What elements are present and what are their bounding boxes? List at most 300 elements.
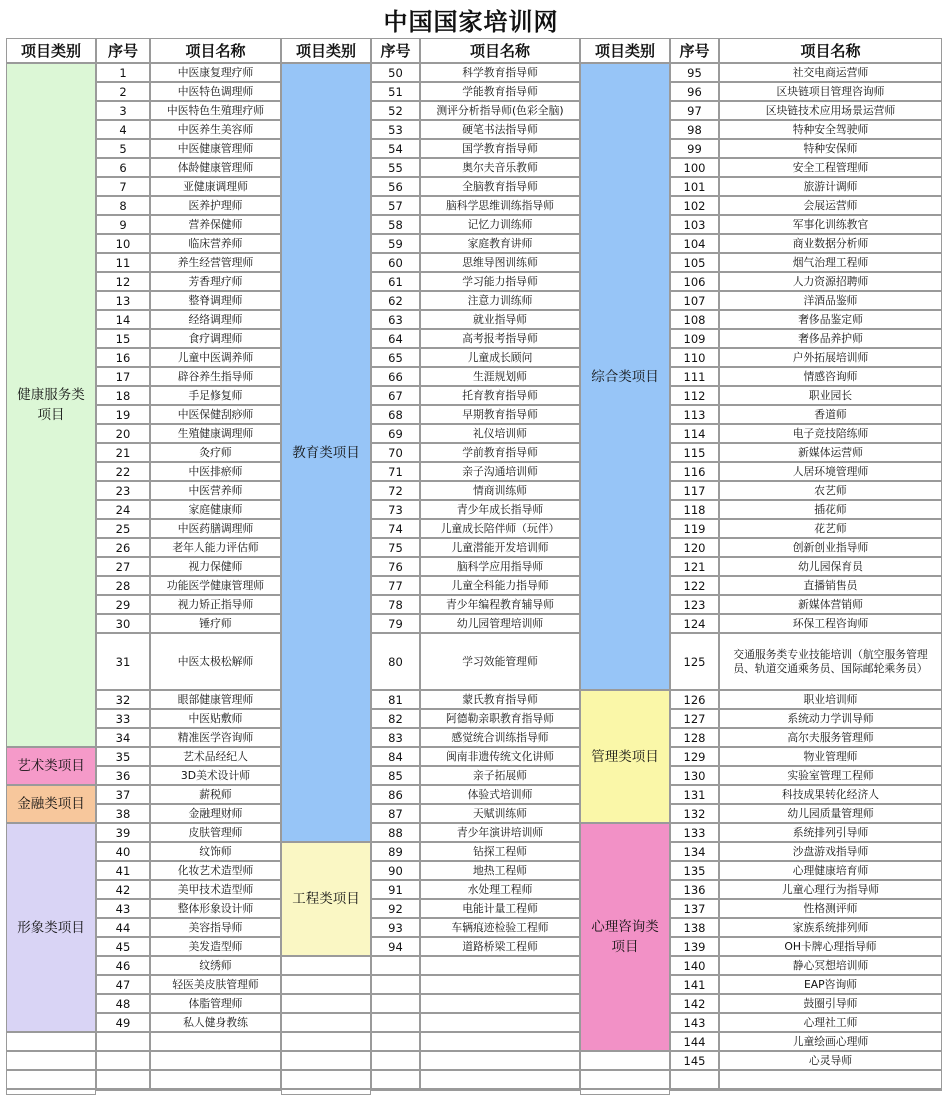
item-name: 美甲技术造型师	[150, 880, 281, 899]
item-name: 托育教育指导师	[420, 386, 580, 405]
item-number: 53	[371, 120, 420, 139]
item-number: 29	[96, 595, 150, 614]
item-name: 中医养生美容师	[150, 120, 281, 139]
item-number: 75	[371, 538, 420, 557]
item-name: 国学教育指导师	[420, 139, 580, 158]
item-name: 静心冥想培训师	[719, 956, 942, 975]
item-name: 儿童成长陪伴师（玩伴）	[420, 519, 580, 538]
item-number: 14	[96, 310, 150, 329]
item-name: 军事化训练教官	[719, 215, 942, 234]
item-name: 体脂管理师	[150, 994, 281, 1013]
item-number: 4	[96, 120, 150, 139]
item-number: 40	[96, 842, 150, 861]
category-empty	[281, 1013, 371, 1032]
item-number: 129	[670, 747, 719, 766]
item-name: 职业园长	[719, 386, 942, 405]
item-number: 79	[371, 614, 420, 633]
header-name: 项目名称	[719, 38, 942, 63]
item-name: 系统动力学训导师	[719, 709, 942, 728]
item-number: 24	[96, 500, 150, 519]
item-name: 幼儿园保育员	[719, 557, 942, 576]
item-number: 52	[371, 101, 420, 120]
item-name: 感觉统合训练指导师	[420, 728, 580, 747]
item-number: 25	[96, 519, 150, 538]
item-name: 养生经营管理师	[150, 253, 281, 272]
header-number: 序号	[371, 38, 420, 63]
item-number: 36	[96, 766, 150, 785]
item-name: 香道师	[719, 405, 942, 424]
item-number: 127	[670, 709, 719, 728]
item-number	[670, 1070, 719, 1089]
item-number: 114	[670, 424, 719, 443]
item-number	[371, 956, 420, 975]
item-number: 34	[96, 728, 150, 747]
item-name: 中医健康管理师	[150, 139, 281, 158]
item-number: 48	[96, 994, 150, 1013]
item-name: 纹绣师	[150, 956, 281, 975]
item-number: 83	[371, 728, 420, 747]
item-number: 56	[371, 177, 420, 196]
item-name: 中医特色生殖理疗师	[150, 101, 281, 120]
item-number: 5	[96, 139, 150, 158]
item-name: 生涯规划师	[420, 367, 580, 386]
item-number: 102	[670, 196, 719, 215]
item-name: 人居环境管理师	[719, 462, 942, 481]
item-number: 76	[371, 557, 420, 576]
item-name: 旅游计调师	[719, 177, 942, 196]
item-number: 119	[670, 519, 719, 538]
item-name: 轻医美皮肤管理师	[150, 975, 281, 994]
item-name: 儿童中医调养师	[150, 348, 281, 367]
item-number: 28	[96, 576, 150, 595]
item-name: 青少年编程教育辅导师	[420, 595, 580, 614]
item-number: 55	[371, 158, 420, 177]
item-name: 学前教育指导师	[420, 443, 580, 462]
item-number: 124	[670, 614, 719, 633]
item-number: 19	[96, 405, 150, 424]
item-number: 64	[371, 329, 420, 348]
item-number: 113	[670, 405, 719, 424]
item-number: 105	[670, 253, 719, 272]
item-name: 生殖健康调理师	[150, 424, 281, 443]
header-category: 项目类别	[6, 38, 96, 63]
item-number: 121	[670, 557, 719, 576]
item-number: 38	[96, 804, 150, 823]
item-name: 鼓圈引导师	[719, 994, 942, 1013]
item-number: 57	[371, 196, 420, 215]
item-number: 74	[371, 519, 420, 538]
item-name: 功能医学健康管理师	[150, 576, 281, 595]
item-number: 96	[670, 82, 719, 101]
item-number: 7	[96, 177, 150, 196]
item-number: 67	[371, 386, 420, 405]
item-number: 80	[371, 633, 420, 690]
item-name: 3D美术设计师	[150, 766, 281, 785]
item-number: 2	[96, 82, 150, 101]
item-name: 洋酒品鉴师	[719, 291, 942, 310]
item-name: 老年人能力评估师	[150, 538, 281, 557]
item-number: 101	[670, 177, 719, 196]
item-number: 125	[670, 633, 719, 690]
item-number: 17	[96, 367, 150, 386]
item-name: 体龄健康管理师	[150, 158, 281, 177]
item-number: 91	[371, 880, 420, 899]
item-number: 3	[96, 101, 150, 120]
item-number: 134	[670, 842, 719, 861]
item-name: 中医太极松解师	[150, 633, 281, 690]
item-number	[96, 1070, 150, 1089]
item-name: 实验室管理工程师	[719, 766, 942, 785]
item-number: 136	[670, 880, 719, 899]
item-name: 交通服务类专业技能培训（航空服务管理员、轨道交通乘务员、国际邮轮乘务员）	[719, 633, 942, 690]
item-number: 26	[96, 538, 150, 557]
item-name: 社交电商运营师	[719, 63, 942, 82]
item-name: 特种安保师	[719, 139, 942, 158]
item-number: 130	[670, 766, 719, 785]
item-number	[96, 1051, 150, 1070]
item-name: 幼儿园管理培训师	[420, 614, 580, 633]
item-number: 39	[96, 823, 150, 842]
item-name: 中医特色调理师	[150, 82, 281, 101]
item-name: 脑科学思维训练指导师	[420, 196, 580, 215]
item-number: 120	[670, 538, 719, 557]
item-name: 测评分析指导师(色彩全脑)	[420, 101, 580, 120]
item-name: 户外拓展培训师	[719, 348, 942, 367]
category-empty	[6, 1070, 96, 1089]
item-name: 创新创业指导师	[719, 538, 942, 557]
item-number	[371, 1013, 420, 1032]
item-name: 蒙氏教育指导师	[420, 690, 580, 709]
item-name: 中医排瘀师	[150, 462, 281, 481]
item-name: 车辆痕迹检验工程师	[420, 918, 580, 937]
item-name: 中医营养师	[150, 481, 281, 500]
item-number: 54	[371, 139, 420, 158]
item-number: 41	[96, 861, 150, 880]
item-name: 情商训练师	[420, 481, 580, 500]
item-name: 视力保健师	[150, 557, 281, 576]
item-number: 18	[96, 386, 150, 405]
item-number: 99	[670, 139, 719, 158]
item-number: 20	[96, 424, 150, 443]
item-number: 98	[670, 120, 719, 139]
item-name: 区块链项目管理咨询师	[719, 82, 942, 101]
item-number: 9	[96, 215, 150, 234]
item-name: 经络调理师	[150, 310, 281, 329]
item-name: 精准医学咨询师	[150, 728, 281, 747]
item-name: 环保工程咨询师	[719, 614, 942, 633]
item-name	[420, 975, 580, 994]
item-name: 私人健身教练	[150, 1013, 281, 1032]
item-name: 职业培训师	[719, 690, 942, 709]
item-number: 135	[670, 861, 719, 880]
item-number: 88	[371, 823, 420, 842]
item-number: 15	[96, 329, 150, 348]
item-name: 人力资源招聘师	[719, 272, 942, 291]
item-number: 111	[670, 367, 719, 386]
item-number	[371, 1070, 420, 1089]
item-name: 直播销售员	[719, 576, 942, 595]
item-name: 道路桥梁工程师	[420, 937, 580, 956]
item-number: 31	[96, 633, 150, 690]
item-name: 手足修复师	[150, 386, 281, 405]
item-name: 艺术品经纪人	[150, 747, 281, 766]
item-name: 系统排列引导师	[719, 823, 942, 842]
item-name: 眼部健康管理师	[150, 690, 281, 709]
item-number	[96, 1032, 150, 1051]
item-number: 93	[371, 918, 420, 937]
item-number: 90	[371, 861, 420, 880]
item-name: 家庭教育讲师	[420, 234, 580, 253]
item-name: 奥尔夫音乐教师	[420, 158, 580, 177]
item-number: 21	[96, 443, 150, 462]
item-number	[371, 994, 420, 1013]
item-name: 烟气治理工程师	[719, 253, 942, 272]
item-number: 12	[96, 272, 150, 291]
item-name: 中医康复理疗师	[150, 63, 281, 82]
item-name: 天赋训练师	[420, 804, 580, 823]
category-engineering: 工程类项目	[281, 842, 371, 956]
item-number: 61	[371, 272, 420, 291]
item-number: 22	[96, 462, 150, 481]
category-empty	[281, 1070, 371, 1089]
item-number: 110	[670, 348, 719, 367]
item-number: 59	[371, 234, 420, 253]
item-name: 特种安全驾驶师	[719, 120, 942, 139]
item-name: 闽南非遗传统文化讲师	[420, 747, 580, 766]
item-number: 89	[371, 842, 420, 861]
item-number: 142	[670, 994, 719, 1013]
item-number: 131	[670, 785, 719, 804]
item-name: 美容指导师	[150, 918, 281, 937]
training-table	[6, 38, 942, 1091]
item-number: 46	[96, 956, 150, 975]
item-name: 儿童绘画心理师	[719, 1032, 942, 1051]
item-number	[371, 1051, 420, 1070]
item-number	[371, 975, 420, 994]
category-health: 健康服务类项目	[6, 63, 96, 747]
item-name: 芳香理疗师	[150, 272, 281, 291]
item-name: 学能教育指导师	[420, 82, 580, 101]
category-empty	[281, 1032, 371, 1051]
header-number: 序号	[96, 38, 150, 63]
item-name: 视力矫正指导师	[150, 595, 281, 614]
item-number: 122	[670, 576, 719, 595]
item-name: 家庭健康师	[150, 500, 281, 519]
item-name	[719, 1070, 942, 1089]
item-name: 儿童心理行为指导师	[719, 880, 942, 899]
item-name: 亲子沟通培训师	[420, 462, 580, 481]
category-management: 管理类项目	[580, 690, 670, 823]
item-number: 141	[670, 975, 719, 994]
item-number: 71	[371, 462, 420, 481]
item-name	[420, 1051, 580, 1070]
item-number: 30	[96, 614, 150, 633]
item-name: 电能计量工程师	[420, 899, 580, 918]
item-number: 68	[371, 405, 420, 424]
category-empty	[580, 1070, 670, 1089]
item-name: 营养保健师	[150, 215, 281, 234]
item-name: 体验式培训师	[420, 785, 580, 804]
item-name: 亲子拓展师	[420, 766, 580, 785]
item-name	[420, 956, 580, 975]
item-number: 6	[96, 158, 150, 177]
item-number: 44	[96, 918, 150, 937]
item-number: 92	[371, 899, 420, 918]
item-number: 94	[371, 937, 420, 956]
item-name: 礼仪培训师	[420, 424, 580, 443]
item-number: 70	[371, 443, 420, 462]
item-name: 锤疗师	[150, 614, 281, 633]
item-name: 科技成果转化经济人	[719, 785, 942, 804]
item-name: 水处理工程师	[420, 880, 580, 899]
item-name: 脑科学应用指导师	[420, 557, 580, 576]
item-name: 钻探工程师	[420, 842, 580, 861]
item-name: 薪税师	[150, 785, 281, 804]
item-name: 化妆艺术造型师	[150, 861, 281, 880]
item-number: 62	[371, 291, 420, 310]
item-number: 33	[96, 709, 150, 728]
item-name: 花艺师	[719, 519, 942, 538]
item-number: 103	[670, 215, 719, 234]
item-number: 145	[670, 1051, 719, 1070]
item-name: 美发造型师	[150, 937, 281, 956]
item-name: 安全工程管理师	[719, 158, 942, 177]
item-name: 儿童成长顾问	[420, 348, 580, 367]
item-name: 儿童全科能力指导师	[420, 576, 580, 595]
item-name: 中医药膳调理师	[150, 519, 281, 538]
item-name: 灸疗师	[150, 443, 281, 462]
item-name	[150, 1051, 281, 1070]
category-empty	[580, 1051, 670, 1070]
item-name: 幼儿园质量管理师	[719, 804, 942, 823]
item-name: 农艺师	[719, 481, 942, 500]
item-name	[420, 1013, 580, 1032]
item-number: 72	[371, 481, 420, 500]
item-number: 112	[670, 386, 719, 405]
item-name: 亚健康调理师	[150, 177, 281, 196]
item-name: 青少年演讲培训师	[420, 823, 580, 842]
item-name: 学习效能管理师	[420, 633, 580, 690]
item-number: 128	[670, 728, 719, 747]
category-finance: 金融类项目	[6, 785, 96, 823]
item-name: 思维导图训练师	[420, 253, 580, 272]
item-name: 皮肤管理师	[150, 823, 281, 842]
item-number: 116	[670, 462, 719, 481]
category-empty	[6, 1089, 96, 1095]
item-number: 84	[371, 747, 420, 766]
item-number: 97	[670, 101, 719, 120]
item-name: 科学教育指导师	[420, 63, 580, 82]
item-name: 就业指导师	[420, 310, 580, 329]
header-name: 项目名称	[150, 38, 281, 63]
item-name: OH卡牌心理指导师	[719, 937, 942, 956]
item-number: 69	[371, 424, 420, 443]
item-name: 辟谷养生指导师	[150, 367, 281, 386]
item-number: 16	[96, 348, 150, 367]
item-name: 阿德勒亲职教育指导师	[420, 709, 580, 728]
item-name: 家族系统排列师	[719, 918, 942, 937]
item-number: 143	[670, 1013, 719, 1032]
item-number: 42	[96, 880, 150, 899]
item-number: 104	[670, 234, 719, 253]
item-number: 133	[670, 823, 719, 842]
item-number: 86	[371, 785, 420, 804]
item-number: 50	[371, 63, 420, 82]
item-name: 注意力训练师	[420, 291, 580, 310]
item-name: 整脊调理师	[150, 291, 281, 310]
item-name: 医养护理师	[150, 196, 281, 215]
item-name: 早期教育指导师	[420, 405, 580, 424]
item-name: 物业管理师	[719, 747, 942, 766]
item-number: 45	[96, 937, 150, 956]
item-name: 金融理财师	[150, 804, 281, 823]
item-name: 奢侈品鉴定师	[719, 310, 942, 329]
item-number: 49	[96, 1013, 150, 1032]
item-name: 纹饰师	[150, 842, 281, 861]
item-name: 食疗调理师	[150, 329, 281, 348]
item-name: 高考报考指导师	[420, 329, 580, 348]
item-name: 临床营养师	[150, 234, 281, 253]
item-number: 13	[96, 291, 150, 310]
category-education: 教育类项目	[281, 63, 371, 842]
item-number: 140	[670, 956, 719, 975]
item-number: 10	[96, 234, 150, 253]
item-number: 58	[371, 215, 420, 234]
item-name: 奢侈品养护师	[719, 329, 942, 348]
item-number: 66	[371, 367, 420, 386]
page-title: 中国国家培训网	[383, 7, 559, 36]
item-name: 会展运营师	[719, 196, 942, 215]
item-number: 144	[670, 1032, 719, 1051]
category-empty	[6, 1032, 96, 1051]
item-number	[371, 1032, 420, 1051]
item-name: 商业数据分析师	[719, 234, 942, 253]
item-number: 63	[371, 310, 420, 329]
item-name: 电子竞技陪练师	[719, 424, 942, 443]
category-empty	[281, 975, 371, 994]
header-category: 项目类别	[281, 38, 371, 63]
item-number: 43	[96, 899, 150, 918]
item-name: 插花师	[719, 500, 942, 519]
item-name: 记忆力训练师	[420, 215, 580, 234]
item-name: 沙盘游戏指导师	[719, 842, 942, 861]
category-general: 综合类项目	[580, 63, 670, 690]
item-number: 27	[96, 557, 150, 576]
header-number: 序号	[670, 38, 719, 63]
item-name: 区块链技术应用场景运营师	[719, 101, 942, 120]
item-number: 77	[371, 576, 420, 595]
item-number: 95	[670, 63, 719, 82]
item-number: 108	[670, 310, 719, 329]
item-number: 132	[670, 804, 719, 823]
item-number: 85	[371, 766, 420, 785]
category-psychology: 心理咨询类项目	[580, 823, 670, 1051]
item-number: 107	[670, 291, 719, 310]
item-number: 23	[96, 481, 150, 500]
item-name: 硬笔书法指导师	[420, 120, 580, 139]
item-name: 情感咨询师	[719, 367, 942, 386]
category-empty	[281, 1089, 371, 1095]
item-name: 心灵导师	[719, 1051, 942, 1070]
item-number: 8	[96, 196, 150, 215]
item-number: 123	[670, 595, 719, 614]
category-empty	[281, 994, 371, 1013]
category-empty	[6, 1051, 96, 1070]
item-number: 82	[371, 709, 420, 728]
item-name: 地热工程师	[420, 861, 580, 880]
item-number: 11	[96, 253, 150, 272]
item-name: 青少年成长指导师	[420, 500, 580, 519]
